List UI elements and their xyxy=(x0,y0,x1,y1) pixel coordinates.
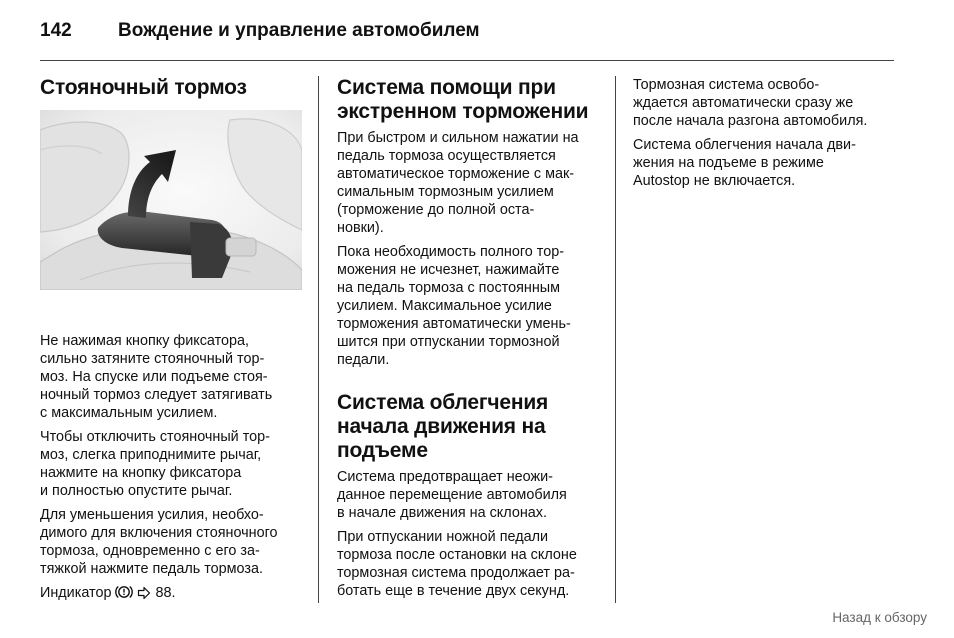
text-line: после начала разгона автомобиля. xyxy=(633,113,868,129)
text-line: усилием. Максимальное усилие xyxy=(337,298,552,314)
text-line: тормоза после остановки на склоне xyxy=(337,547,577,563)
text-line: с максимальным усилием. xyxy=(40,405,218,421)
text-line: в начале движения на склонах. xyxy=(337,505,547,521)
text-line: шится при отпускании тормозной xyxy=(337,334,560,350)
heading-line: экстренном торможении xyxy=(337,100,589,123)
text-line: Система облегчения начала дви- xyxy=(633,137,856,153)
text-line: сильно затяните стояночный тор- xyxy=(40,351,265,367)
text-line: тормоза, одновременно с его за- xyxy=(40,543,260,559)
parking-brake-lever-illustration xyxy=(40,110,302,290)
text-line: Autostop не включается. xyxy=(633,173,796,189)
column-continuation xyxy=(633,76,895,196)
heading-line: Система помощи при xyxy=(337,76,556,99)
text-line: ждается автоматически сразу же xyxy=(633,95,854,111)
page-header xyxy=(40,20,894,60)
paragraph-hill-start-1 xyxy=(337,468,600,522)
text-line: педали. xyxy=(337,352,390,368)
paragraph-brake-assist-1 xyxy=(337,129,600,237)
text-line: жения на подъеме в режиме xyxy=(633,155,824,171)
text-line: ночный тормоз следует затягивать xyxy=(40,387,273,403)
indicator-line xyxy=(40,584,305,602)
text-line: можения не исчезнет, нажимайте xyxy=(337,262,560,278)
column-parking-brake xyxy=(40,76,305,608)
text-line: Не нажимая кнопку фиксатора, xyxy=(40,333,250,349)
text-line: При отпускании ножной педали xyxy=(337,529,549,545)
text-line: Тормозная система освобо- xyxy=(633,77,820,93)
paragraph-engage xyxy=(40,332,305,422)
indicator-label: Индикатор xyxy=(40,585,112,601)
paragraph-reduce-effort xyxy=(40,506,305,578)
heading-line: Система облегчения xyxy=(337,391,549,414)
text-line: При быстром и сильном нажатии на xyxy=(337,130,579,146)
reference-arrow-icon[interactable] xyxy=(137,586,151,600)
text-line: торможения автоматически умень- xyxy=(337,316,571,332)
column-divider-2 xyxy=(615,76,616,603)
text-line: и полностью опустите рычаг. xyxy=(40,483,233,499)
text-line: ботать еще в течение двух секунд. xyxy=(337,583,570,599)
text-line: симальным тормозным усилием xyxy=(337,184,554,200)
text-line: (торможение до полной оста- xyxy=(337,202,535,218)
text-line: Чтобы отключить стояночный тор- xyxy=(40,429,270,445)
chapter-title: Вождение и управление автомобилем xyxy=(118,20,480,41)
brake-warning-icon xyxy=(115,584,133,600)
text-line: нажмите на кнопку фиксатора xyxy=(40,465,242,481)
text-line: автоматическое торможение с мак- xyxy=(337,166,575,182)
text-line: педаль тормоза осуществляется xyxy=(337,148,556,164)
text-line: на педаль тормоза с постоянным xyxy=(337,280,561,296)
paragraph-hill-start-2 xyxy=(337,528,600,600)
text-line: тяжкой нажмите педаль тормоза. xyxy=(40,561,263,577)
header-divider xyxy=(40,60,894,61)
text-line: тормозная система продолжает ра- xyxy=(337,565,575,581)
paragraph-release xyxy=(40,428,305,500)
paragraph-autostop xyxy=(633,136,895,190)
indicator-page-link[interactable]: 88. xyxy=(155,585,176,601)
section-heading-parking-brake: Стояночный тормоз xyxy=(40,76,247,99)
text-line: Пока необходимость полного тор- xyxy=(337,244,565,260)
back-to-overview-link[interactable]: Назад к обзору xyxy=(832,610,927,625)
text-line: моз. На спуске или подъеме стоя- xyxy=(40,369,268,385)
text-line: моз, слегка приподнимите рычаг, xyxy=(40,447,262,463)
text-line: Для уменьшения усилия, необхо- xyxy=(40,507,264,523)
heading-line: начала движения на xyxy=(337,415,546,438)
column-divider-1 xyxy=(318,76,319,603)
text-line: новки). xyxy=(337,220,384,236)
text-line: димого для включения стояночного xyxy=(40,525,278,541)
section-heading-brake-assist xyxy=(337,76,600,124)
text-line: Система предотвращает неожи- xyxy=(337,469,553,485)
paragraph-brake-assist-2 xyxy=(337,243,600,369)
section-heading-hill-start-assist xyxy=(337,391,600,463)
heading-line: подъеме xyxy=(337,439,428,462)
text-line: данное перемещение автомобиля xyxy=(337,487,567,503)
page-number: 142 xyxy=(40,20,72,41)
paragraph-release-auto xyxy=(633,76,895,130)
column-brake-assist xyxy=(337,76,600,606)
indicator-reference xyxy=(40,584,305,602)
